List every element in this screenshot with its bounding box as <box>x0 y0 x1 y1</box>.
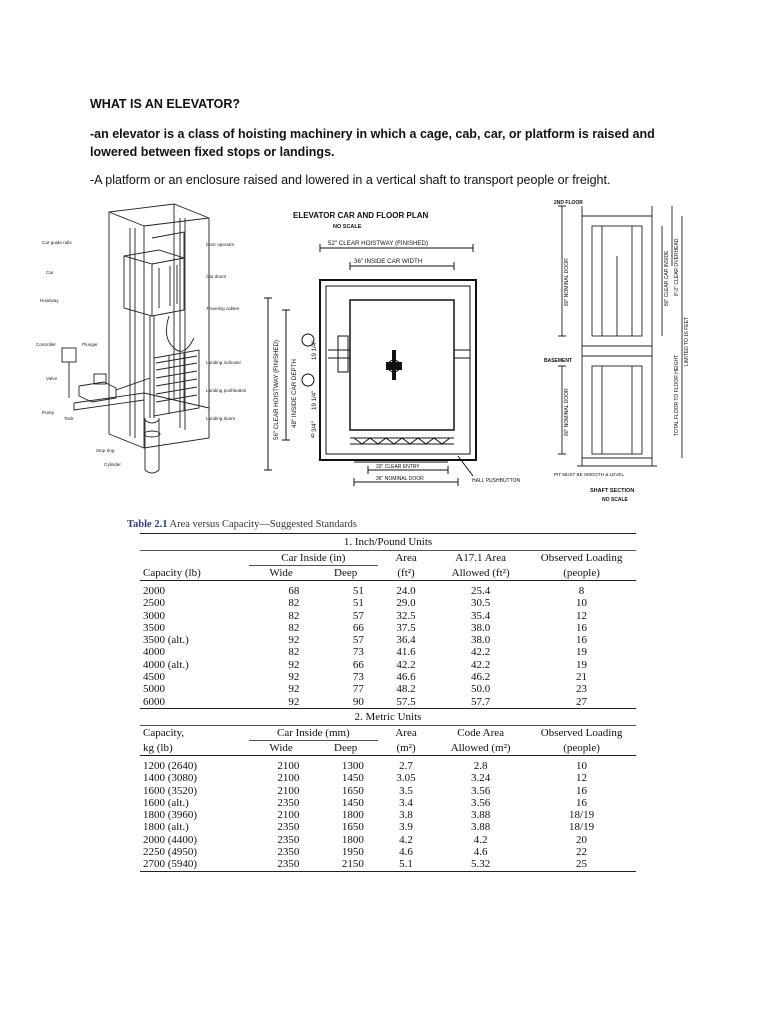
capacity-cell: 1800 (alt.) <box>143 821 189 834</box>
loading-cell: 12 <box>576 772 588 785</box>
wide-cell: 2350 <box>277 796 300 809</box>
allowed-area-cell: 46.2 <box>471 671 491 684</box>
s1-col-loading-2: (people) <box>563 566 600 579</box>
deep-cell: 77 <box>352 683 364 696</box>
label-landing-pushbutton: Landing pushbutton <box>206 388 247 393</box>
label-car-doors: Car doors <box>206 274 227 279</box>
deep-cell: 1450 <box>341 772 364 785</box>
label-tank: Tank <box>64 416 74 421</box>
capacity-cell: 2000 <box>143 585 165 597</box>
loading-cell: 16 <box>576 796 588 809</box>
label-controller: Controller <box>36 342 56 347</box>
wide-cell: 2350 <box>277 846 300 859</box>
area-cell: 3.05 <box>396 772 416 785</box>
hydraulic-elevator-diagram <box>34 198 247 486</box>
deep-cell: 57 <box>352 609 364 622</box>
s2-col-deep: Deep <box>334 741 358 754</box>
shaft-pit-note: PIT MUST BE SMOOTH & LEVEL <box>554 472 625 477</box>
table-row <box>140 834 636 846</box>
wide-cell: 92 <box>288 658 300 671</box>
capacity-cell: 1600 (3520) <box>143 784 198 797</box>
plan-subtitle: NO SCALE <box>333 224 362 230</box>
table-row <box>140 858 636 871</box>
loading-cell: 12 <box>576 609 588 622</box>
wide-cell: 82 <box>288 609 300 622</box>
s1-col-area-1: Area <box>395 552 417 565</box>
loading-cell: 8 <box>578 585 585 597</box>
area-cell: 37.5 <box>396 621 416 634</box>
wide-cell: 2100 <box>277 759 300 772</box>
wide-cell: 92 <box>288 695 300 708</box>
capacity-cell: 1400 (3080) <box>143 772 198 785</box>
s2-col-allowed-2: Allowed (m²) <box>450 741 511 754</box>
deep-cell: 73 <box>352 646 364 659</box>
dim-clear-entry: 33" CLEAR ENTRY <box>376 464 420 470</box>
s1-col-loading-1: Observed Loading <box>540 552 623 565</box>
hall-pushbutton-label: HALL PUSHBUTTON <box>472 478 521 484</box>
wide-cell: 82 <box>288 646 300 659</box>
capacity-cell: 2500 <box>143 597 165 610</box>
s2-col-loading-2: (people) <box>563 741 600 754</box>
s2-col-area-2: (m²) <box>396 741 416 754</box>
table-row <box>140 581 636 598</box>
deep-cell: 1800 <box>341 809 364 822</box>
table-row <box>140 659 636 671</box>
section1-rows <box>140 581 636 709</box>
capacity-cell: 6000 <box>143 695 165 708</box>
dim-b: 19 1/4" <box>311 390 318 410</box>
allowed-area-cell: 3.24 <box>471 772 491 785</box>
loading-cell: 16 <box>576 784 588 797</box>
table-row <box>140 755 636 772</box>
allowed-area-cell: 42.2 <box>471 658 491 671</box>
s1-col-deep: Deep <box>334 567 358 579</box>
label-landing-indicator: Landing indicator <box>206 360 241 365</box>
allowed-area-cell: 38.0 <box>471 634 491 647</box>
area-cell: 57.5 <box>396 695 416 708</box>
shaft-limited: LIMITED TO 16 FEET <box>684 317 690 366</box>
area-cell: 3.9 <box>399 821 413 834</box>
allowed-area-cell: 4.2 <box>473 833 488 846</box>
table-row <box>140 634 636 646</box>
section2-rows <box>140 755 636 871</box>
allowed-area-cell: 35.4 <box>471 609 491 622</box>
loading-cell: 10 <box>576 597 588 610</box>
s2-col-loading-1: Observed Loading <box>540 727 623 740</box>
allowed-area-cell: 57.7 <box>471 695 491 708</box>
allowed-area-cell: 25.4 <box>471 585 491 597</box>
area-cell: 4.6 <box>399 846 413 859</box>
dim-c: 3/4" <box>311 421 318 432</box>
area-cell: 41.6 <box>396 646 416 659</box>
definition-paragraph-1: -an elevator is a class of hoisting machinery in which a cage, cab, car, or platform is raised and lowered between fixed stops or landings. <box>90 127 655 159</box>
capacity-cell: 4500 <box>143 671 165 684</box>
dim-nominal-door: 36" NOMINAL DOOR <box>376 476 424 482</box>
allowed-area-cell: 5.32 <box>471 858 491 871</box>
deep-cell: 57 <box>352 634 364 647</box>
table-row <box>140 683 636 695</box>
s1-col-wide: Wide <box>269 567 293 579</box>
label-cylinder: Cylinder <box>104 462 121 467</box>
deep-cell: 66 <box>352 658 364 671</box>
shaft-clear-car-inside: 80" CLEAR CAR INSIDE <box>664 250 670 306</box>
dim-d: 9 <box>311 433 315 440</box>
capacity-cell: 5000 <box>143 683 165 696</box>
loading-cell: 25 <box>576 858 588 871</box>
allowed-area-cell: 3.56 <box>471 784 491 797</box>
s2-col-wide: Wide <box>269 741 293 754</box>
shaft-overhead: 8'-2" CLEAR OVERHEAD <box>674 238 680 296</box>
capacity-cell: 4000 <box>143 646 165 659</box>
allowed-area-cell: 38.0 <box>471 621 491 634</box>
car-floor-plan-diagram <box>258 200 520 495</box>
s2-col-allowed-1: Code Area <box>457 727 504 740</box>
plan-title: ELEVATOR CAR AND FLOOR PLAN <box>293 211 429 220</box>
area-cell: 24.0 <box>396 585 416 597</box>
area-capacity-table <box>140 533 636 872</box>
table-row <box>140 785 636 797</box>
wide-cell: 2350 <box>277 833 300 846</box>
dim-hoistway-depth: 56" CLEAR HOISTWAY (FINISHED) <box>273 339 280 440</box>
label-pump: Pump <box>42 410 55 415</box>
section1-group-header: Car Inside (in) <box>249 551 378 566</box>
loading-cell: 21 <box>576 671 588 684</box>
loading-cell: 19 <box>576 658 588 671</box>
table-row <box>140 671 636 683</box>
s2-col-capacity-2: kg (lb) <box>143 741 173 754</box>
loading-cell: 20 <box>576 833 588 846</box>
loading-cell: 22 <box>576 846 588 859</box>
capacity-cell: 2000 (4400) <box>143 833 198 846</box>
label-valve: Valve <box>46 376 58 381</box>
wide-cell: 92 <box>288 634 300 647</box>
capacity-cell: 1600 (alt.) <box>143 796 189 809</box>
deep-cell: 1800 <box>341 833 364 846</box>
section2-group-header: Car Inside (mm) <box>249 725 378 740</box>
loading-cell: 10 <box>576 759 588 772</box>
dim-hoistway-width: 52" CLEAR HOISTWAY (FINISHED) <box>328 240 429 247</box>
section2-title: 2. Metric Units <box>140 708 636 725</box>
area-cell: 29.0 <box>396 597 416 610</box>
table-row <box>140 597 636 609</box>
loading-cell: 23 <box>576 683 588 696</box>
capacity-cell: 3500 <box>143 621 165 634</box>
wide-cell: 2350 <box>277 821 300 834</box>
dim-a: 19 1/4" <box>311 340 318 360</box>
table-caption-text: Area versus Capacity—Suggested Standards <box>169 519 358 530</box>
capacity-cell: 3500 (alt.) <box>143 634 189 647</box>
allowed-area-cell: 3.88 <box>471 821 491 834</box>
label-door-operator: Door operator <box>206 242 235 247</box>
deep-cell: 66 <box>352 621 364 634</box>
table-caption <box>127 519 357 530</box>
area-cell: 4.2 <box>399 833 413 846</box>
wide-cell: 68 <box>288 585 300 597</box>
definition-paragraph-2: -A platform or an enclosure raised and lowered in a vertical shaft to transport people or freight. <box>90 173 611 187</box>
area-cell: 36.4 <box>396 634 416 647</box>
shaft-section-subtitle: NO SCALE <box>602 497 628 503</box>
label-stop-ring: Stop ring <box>96 448 115 453</box>
deep-cell: 51 <box>352 597 364 610</box>
s2-col-area-1: Area <box>395 727 417 740</box>
capacity-cell: 2700 (5940) <box>143 858 198 871</box>
allowed-area-cell: 50.0 <box>471 683 491 696</box>
label-traveling-cables: Traveling cables <box>206 306 240 311</box>
shaft-section-title: SHAFT SECTION <box>590 488 635 494</box>
s1-col-allowed-1: A17.1 Area <box>455 552 506 565</box>
label-car: Car <box>46 270 54 275</box>
deep-cell: 1300 <box>341 759 364 772</box>
area-cell: 3.4 <box>399 796 413 809</box>
wide-cell: 2100 <box>277 809 300 822</box>
wide-cell: 2100 <box>277 772 300 785</box>
shaft-top-label: 2ND FLOOR <box>554 200 583 206</box>
area-cell: 3.5 <box>399 784 413 797</box>
page-heading: WHAT IS AN ELEVATOR? <box>90 97 240 111</box>
table-caption-number: Table 2.1 <box>127 519 168 530</box>
dim-car-width: 36" INSIDE CAR WIDTH <box>354 258 423 265</box>
deep-cell: 2150 <box>341 858 364 871</box>
capacity-cell: 2250 (4950) <box>143 846 198 859</box>
label-plunger: Plunger <box>82 342 98 347</box>
wide-cell: 2100 <box>277 784 300 797</box>
area-cell: 3.8 <box>399 809 413 822</box>
label-landing-doors: Landing doors <box>206 416 236 421</box>
allowed-area-cell: 3.88 <box>471 809 491 822</box>
shaft-floor-to-floor: TOTAL FLOOR TO FLOOR HEIGHT <box>674 354 680 436</box>
s1-col-capacity: Capacity (lb) <box>143 566 201 579</box>
table-row <box>140 846 636 858</box>
loading-cell: 18/19 <box>569 821 595 834</box>
deep-cell: 1950 <box>341 846 364 859</box>
s1-col-area-2: (ft²) <box>397 566 415 579</box>
table-row <box>140 610 636 622</box>
table-row <box>140 646 636 658</box>
table-row <box>140 622 636 634</box>
deep-cell: 1650 <box>341 784 364 797</box>
shaft-basement-label: BASEMENT <box>544 358 573 364</box>
area-cell: 2.7 <box>399 759 413 772</box>
shaft-nominal-door-1: 80" NOMINAL DOOR <box>564 258 570 306</box>
area-cell: 32.5 <box>396 609 416 622</box>
deep-cell: 1450 <box>341 796 364 809</box>
deep-cell: 1650 <box>341 821 364 834</box>
allowed-area-cell: 30.5 <box>471 597 491 610</box>
wide-cell: 82 <box>288 597 300 610</box>
capacity-cell: 1200 (2640) <box>143 759 198 772</box>
loading-cell: 19 <box>576 646 588 659</box>
label-car-guide-rails: Car guide rails <box>42 240 72 245</box>
table-row <box>140 821 636 833</box>
area-cell: 42.2 <box>396 658 416 671</box>
s1-col-allowed-2: Allowed (ft²) <box>451 566 510 579</box>
table-row <box>140 772 636 784</box>
allowed-area-cell: 2.8 <box>473 759 488 772</box>
shaft-nominal-door-2: 80" NOMINAL DOOR <box>564 388 570 436</box>
wide-cell: 92 <box>288 683 300 696</box>
loading-cell: 27 <box>576 695 588 708</box>
section1-title: 1. Inch/Pound Units <box>140 534 636 551</box>
allowed-area-cell: 4.6 <box>473 846 488 859</box>
wide-cell: 82 <box>288 621 300 634</box>
table-row <box>140 809 636 821</box>
deep-cell: 90 <box>352 695 364 708</box>
loading-cell: 18/19 <box>569 809 595 822</box>
area-cell: 48.2 <box>396 683 416 696</box>
capacity-cell: 1800 (3960) <box>143 809 198 822</box>
table-row <box>140 797 636 809</box>
wide-cell: 2350 <box>277 858 300 871</box>
area-cell: 5.1 <box>399 858 413 871</box>
allowed-area-cell: 3.56 <box>471 796 491 809</box>
shaft-section-diagram <box>532 196 692 506</box>
loading-cell: 16 <box>576 621 588 634</box>
table-row <box>140 696 636 709</box>
deep-cell: 51 <box>352 585 364 597</box>
dim-car-depth: 48" INSIDE CAR DEPTH <box>291 359 298 428</box>
deep-cell: 73 <box>352 671 364 684</box>
allowed-area-cell: 42.2 <box>471 646 491 659</box>
wide-cell: 92 <box>288 671 300 684</box>
capacity-cell: 3000 <box>143 609 165 622</box>
area-cell: 46.6 <box>396 671 416 684</box>
capacity-cell: 4000 (alt.) <box>143 658 189 671</box>
loading-cell: 16 <box>576 634 588 647</box>
label-hoistway: Hoistway <box>40 298 59 303</box>
s2-col-capacity-1: Capacity, <box>143 727 185 740</box>
